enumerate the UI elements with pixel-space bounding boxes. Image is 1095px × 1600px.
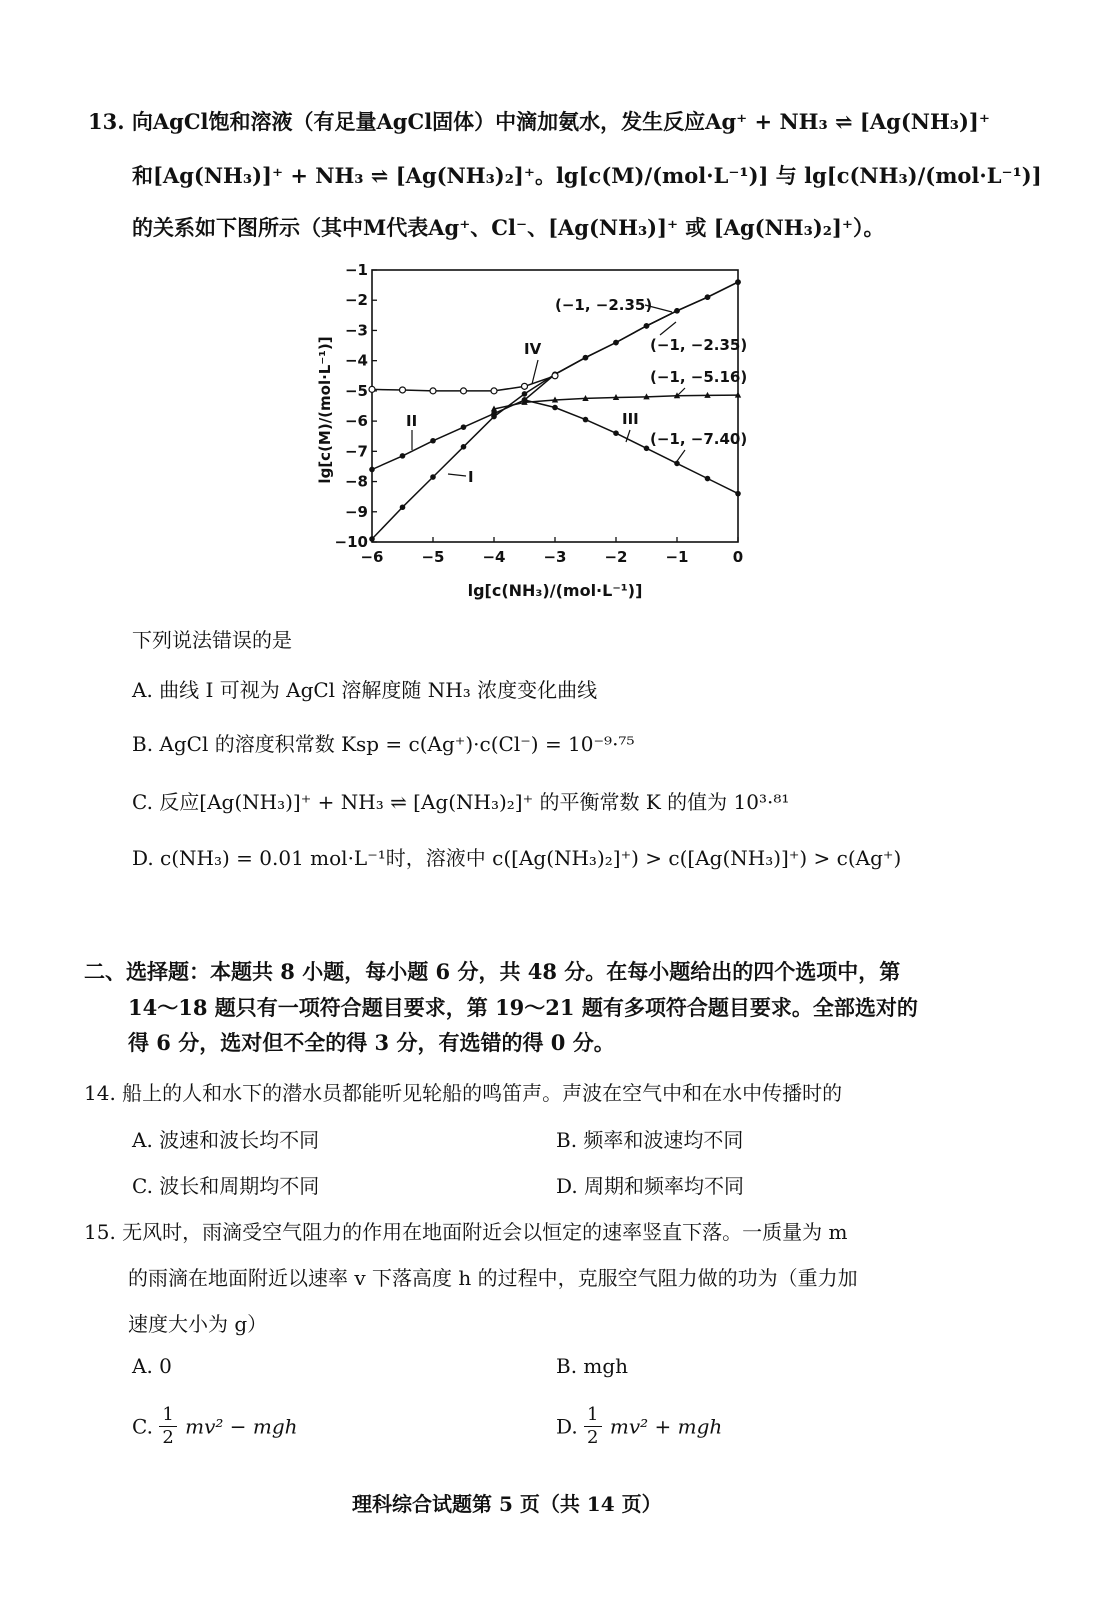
x-tick-label: 0 xyxy=(732,548,744,566)
x-tick-label: −1 xyxy=(665,548,689,566)
y-tick-label: −7 xyxy=(344,442,368,461)
x-axis-label: lg[c(NH₃)/(mol·L⁻¹)] xyxy=(467,581,643,600)
q13-stem: 下列说法错误的是 xyxy=(132,628,292,652)
data-point xyxy=(583,355,589,361)
q15-option-c-expr: mv² − mgh xyxy=(185,1414,298,1439)
data-point xyxy=(461,388,467,394)
leader-line xyxy=(660,322,676,335)
chart-annotation: (−1, −2.35) xyxy=(650,336,748,354)
q13-option-c: C. 反应[Ag(NH₃)]⁺ + NH₃ ⇌ [Ag(NH₃)₂]⁺ 的平衡常数 K 的值为 10³·⁸¹ xyxy=(132,790,790,814)
q15-line2: 的雨滴在地面附近以速率 v 下落高度 h 的过程中，克服空气阻力做的功为（重力加 xyxy=(128,1266,858,1290)
chart-annotation: (−1, −2.35) xyxy=(555,296,653,314)
data-point xyxy=(461,444,467,450)
fraction-denominator: 2 xyxy=(162,1427,174,1448)
data-point xyxy=(491,411,497,417)
chart-axes xyxy=(335,261,744,566)
q15-option-a: A. 0 xyxy=(132,1354,172,1378)
data-point xyxy=(735,491,741,497)
leader-line xyxy=(448,474,466,476)
q15-option-d-expr: mv² + mgh xyxy=(609,1414,723,1439)
y-tick-label: −10 xyxy=(334,533,368,551)
q13-option-a: A. 曲线 I 可视为 AgCl 溶解度随 NH₃ 浓度变化曲线 xyxy=(132,678,598,702)
data-point xyxy=(369,467,375,473)
chart-annotation: IV xyxy=(524,340,542,358)
x-tick-label: −6 xyxy=(360,548,384,566)
q15-line1: 15. 无风时，雨滴受空气阻力的作用在地面附近会以恒定的速率竖直下落。一质量为 m xyxy=(84,1220,848,1244)
equilibrium-chart xyxy=(300,258,770,603)
data-point xyxy=(400,504,406,510)
data-point xyxy=(613,340,619,346)
q15-option-d-label: D. xyxy=(556,1414,578,1439)
data-point xyxy=(644,446,650,452)
data-point xyxy=(430,438,436,444)
leader-line xyxy=(675,388,685,398)
data-point xyxy=(583,417,589,423)
fraction-numerator: 1 xyxy=(584,1404,601,1427)
data-point xyxy=(369,386,375,392)
y-tick-label: −5 xyxy=(344,381,368,400)
section2-line1: 二、选择题：本题共 8 小题，每小题 6 分，共 48 分。在每小题给出的四个选项中，第 xyxy=(84,959,901,984)
data-point xyxy=(644,323,650,329)
q15-option-d xyxy=(556,1404,722,1449)
y-tick-label: −3 xyxy=(344,321,368,340)
chart-annotation: I xyxy=(468,468,474,486)
chart-annotation: (−1, −7.40) xyxy=(650,430,748,448)
data-point xyxy=(552,405,558,411)
q15-option-b: B. mgh xyxy=(556,1354,629,1378)
data-point xyxy=(705,476,711,482)
chart-marks xyxy=(369,279,741,541)
y-tick-label: −4 xyxy=(344,351,368,370)
x-tick-label: −2 xyxy=(604,548,628,566)
q14-option-d: D. 周期和频率均不同 xyxy=(556,1174,745,1198)
section2-line2: 14～18 题只有一项符合题目要求，第 19～21 题有多项符合题目要求。全部选对的 xyxy=(128,995,918,1020)
y-tick-label: −6 xyxy=(344,412,368,431)
q13-line1: 13. 向AgCl饱和溶液（有足量AgCl固体）中滴加氨水，发生反应Ag⁺ + NH₃ ⇌ [Ag(NH₃)]⁺ xyxy=(88,109,990,134)
q14-option-b: B. 频率和波速均不同 xyxy=(556,1128,744,1152)
section2-line3: 得 6 分，选对但不全的得 3 分，有选错的得 0 分。 xyxy=(128,1030,615,1055)
y-tick-label: −1 xyxy=(344,261,368,279)
y-tick-label: −8 xyxy=(344,472,368,491)
data-point xyxy=(430,474,436,480)
q15-option-c xyxy=(132,1404,298,1449)
data-point xyxy=(522,383,528,389)
q14-stem: 14. 船上的人和水下的潜水员都能听见轮船的鸣笛声。声波在空气中和在水中传播时的 xyxy=(84,1081,843,1105)
data-point xyxy=(491,388,497,394)
fraction-one-half xyxy=(159,1404,176,1449)
data-point xyxy=(613,430,619,436)
q13-line2: 和[Ag(NH₃)]⁺ + NH₃ ⇌ [Ag(NH₃)₂]⁺。lg[c(M)/(mol·L⁻¹)] 与 lg[c(NH₃)/(mol·L⁻¹)] xyxy=(132,163,1042,188)
series-line xyxy=(372,282,738,539)
data-point xyxy=(430,388,436,394)
data-point xyxy=(735,279,741,285)
chart-annotation: (−1, −5.16) xyxy=(650,368,748,386)
data-point xyxy=(674,308,680,314)
x-tick-label: −4 xyxy=(482,548,506,566)
data-point xyxy=(461,424,467,430)
leader-line xyxy=(675,450,685,464)
q15-line3: 速度大小为 g） xyxy=(128,1312,268,1336)
fraction-denominator: 2 xyxy=(587,1427,599,1448)
fraction-one-half xyxy=(584,1404,601,1449)
q15-option-c-label: C. xyxy=(132,1414,153,1439)
y-tick-label: −2 xyxy=(344,291,368,310)
x-tick-label: −5 xyxy=(421,548,445,566)
q14-option-a: A. 波速和波长均不同 xyxy=(132,1128,320,1152)
q13-option-d: D. c(NH₃) = 0.01 mol·L⁻¹时，溶液中 c([Ag(NH₃)₂]⁺) > c([Ag(NH₃)]⁺) > c(Ag⁺) xyxy=(132,846,902,870)
q14-option-c: C. 波长和周期均不同 xyxy=(132,1174,320,1198)
data-point xyxy=(369,536,375,542)
page-footer: 理科综合试题第 5 页（共 14 页） xyxy=(352,1492,662,1516)
leader-line xyxy=(532,360,538,384)
x-tick-label: −3 xyxy=(543,548,567,566)
data-point xyxy=(552,373,558,379)
data-point xyxy=(705,294,711,300)
q13-option-b: B. AgCl 的溶度积常数 Ksp = c(Ag⁺)·c(Cl⁻) = 10⁻⁹·⁷⁵ xyxy=(132,732,635,756)
y-tick-label: −9 xyxy=(344,502,368,521)
data-point xyxy=(522,391,528,397)
chart-annotation: II xyxy=(406,412,418,430)
y-axis-label: lg[c(M)/(mol·L⁻¹)] xyxy=(316,336,334,484)
q13-line3: 的关系如下图所示（其中M代表Ag⁺、Cl⁻、[Ag(NH₃)]⁺ 或 [Ag(NH₃)₂]⁺）。 xyxy=(132,215,885,240)
fraction-numerator: 1 xyxy=(159,1404,176,1427)
chart-annotation: III xyxy=(622,410,639,428)
data-point xyxy=(400,387,406,393)
data-point xyxy=(400,453,406,459)
